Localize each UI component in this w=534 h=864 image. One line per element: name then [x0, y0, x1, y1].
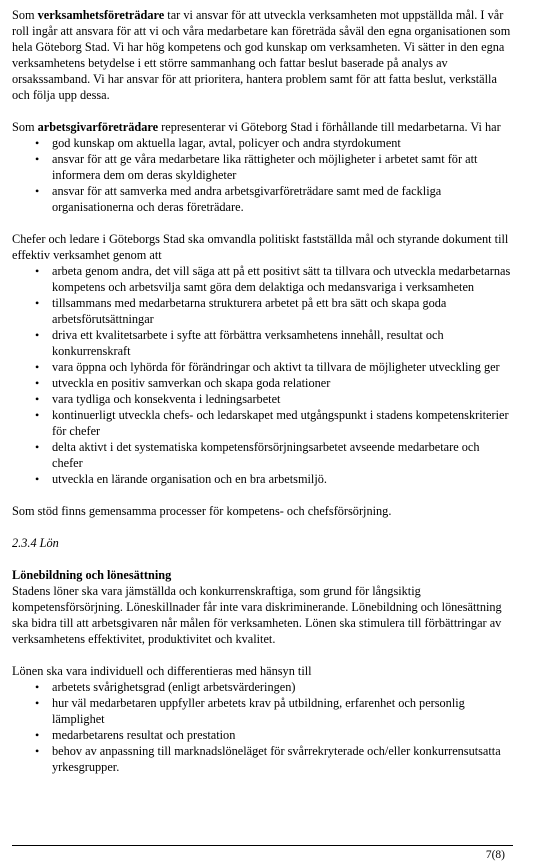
- list-item: • delta aktivt i det systematiska kompetensförsörjningsarbetet avseende medarbetare och chefer: [52, 439, 512, 471]
- section-heading: 2.3.4 Lön: [12, 536, 59, 550]
- list-item: • tillsammans med medarbetarna strukturera arbetet på ett bra sätt och skapa goda arbetsförutsättningar: [52, 295, 512, 327]
- paragraph-lon-intro: Lönen ska vara individuell och differentieras med hänsyn till: [12, 664, 312, 678]
- list-item: • ansvar för att ge våra medarbetare lika rättigheter och möjligheter i arbetet samt för att informera dem om deras skyldigheter: [52, 151, 512, 183]
- paragraph-chefer-intro: Chefer och ledare i Göteborgs Stad ska omvandla politiskt fastställda mål och styrande dokument till effektiv verksamhet genom att: [12, 232, 509, 262]
- list-item: • god kunskap om aktuella lagar, avtal, policyer och andra styrdokument: [52, 135, 512, 151]
- list-item: • utveckla en lärande organisation och en bra arbetsmiljö.: [52, 471, 512, 487]
- list-item: • behov av anpassning till marknadslöneläget för svårrekryterade och/eller konkurrensutsatta yrkesgrupper.: [52, 743, 512, 775]
- paragraph-verksamhetsforetradare: [12, 7, 512, 103]
- paragraph-text: representerar vi Göteborg Stad i förhållande till medarbetarna. Vi har: [158, 120, 501, 134]
- page-number: 7(8): [485, 849, 505, 861]
- list-item: • medarbetarens resultat och prestation: [52, 727, 512, 743]
- paragraph-arbetsgivarforetradare: [12, 119, 512, 135]
- paragraph-stod: Som stöd finns gemensamma processer för kompetens- och chefsförsörjning.: [12, 504, 392, 518]
- document-page: [12, 7, 512, 775]
- paragraph-loner: Stadens löner ska vara jämställda och konkurrenskraftiga, som grund för långsiktig kompetensförsörjning. Löneskillnader får inte vara diskriminerande. Lönebildning och lönesättning ska bidra till att arbetsgivaren når målen för verksamheten. Lönen ska stimulera till förbättringar av verksamhetens effektivitet, produktivitet och kvalitet.: [12, 584, 502, 646]
- list-item: • driva ett kvalitetsarbete i syfte att förbättra verksamhetens innehåll, resultat och konkurrenskraft: [52, 327, 512, 359]
- subheading: [12, 567, 512, 583]
- subheading-text: Lönebildning och lönesättning: [12, 568, 172, 582]
- bullet-list-chefer: [12, 263, 512, 487]
- paragraph-text: Som: [12, 8, 38, 22]
- list-item: • vara tydliga och konsekventa i ledningsarbetet: [52, 391, 512, 407]
- bold-term: verksamhetsföreträdare: [37, 8, 165, 22]
- bold-term: arbetsgivarföreträdare: [37, 120, 159, 134]
- footer-divider: [12, 845, 513, 846]
- list-item: • arbeta genom andra, det vill säga att på ett positivt sätt ta tillvara och utveckla medarbetarnas kompetens och arbetsvilja samt göra dem delaktiga och medansvariga i verksamheten: [52, 263, 512, 295]
- list-item: • kontinuerligt utveckla chefs- och ledarskapet med utgångspunkt i stadens kompetenskriterier för chefer: [52, 407, 512, 439]
- list-item: • utveckla en positiv samverkan och skapa goda relationer: [52, 375, 512, 391]
- bullet-list-lon: [12, 679, 512, 775]
- list-item: • ansvar för att samverka med andra arbetsgivarföreträdare samt med de fackliga organisationerna och deras företrädare.: [52, 183, 512, 215]
- bullet-list-arbetsgivare: [12, 135, 512, 215]
- list-item: • arbetets svårighetsgrad (enligt arbetsvärderingen): [52, 679, 512, 695]
- paragraph-text: tar vi ansvar för att utveckla verksamheten mot uppställda mål. I vår roll ingår att ansvara för att vi och våra medarbetare kan företräda såväl den egna organisationen som hela Göteborg Stad. Vi har hög kompetens och god kunskap om verksamheten. Vi sätter in den egna verksamhetens betydelse i ett större sammanhang och fattar beslut baserade på analys av orsakssamband. Vi har ansvar för att prioritera, hantera problem samt för att fatta beslut, verkställa och följa upp dessa.: [12, 8, 511, 102]
- paragraph-text: Som: [12, 120, 38, 134]
- list-item: • vara öppna och lyhörda för förändringar och aktivt ta tillvara de möjligheter utveckling ger: [52, 359, 512, 375]
- list-item: • hur väl medarbetaren uppfyller arbetets krav på utbildning, erfarenhet och personlig lämplighet: [52, 695, 512, 727]
